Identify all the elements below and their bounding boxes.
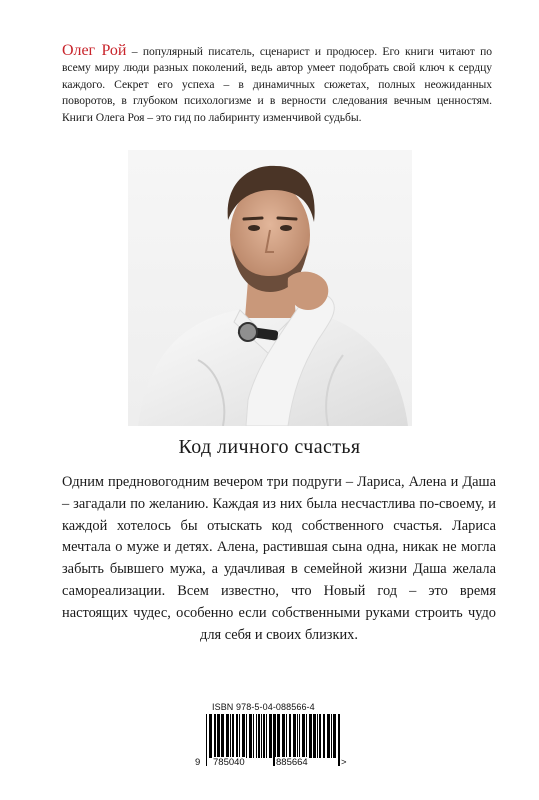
barcode-bar bbox=[317, 714, 318, 758]
barcode-bar bbox=[309, 714, 312, 758]
barcode-left-group: 785040 bbox=[213, 757, 245, 768]
barcode-bar bbox=[333, 714, 336, 758]
book-title: Код личного счастья bbox=[178, 436, 361, 458]
barcode-bar bbox=[269, 714, 272, 758]
barcode-bar bbox=[230, 714, 231, 758]
barcode-bar bbox=[331, 714, 332, 758]
author-name: Олег Рой bbox=[62, 42, 127, 59]
barcode-bar bbox=[261, 714, 262, 758]
barcode-bar bbox=[277, 714, 280, 758]
author-bio bbox=[62, 43, 492, 126]
barcode-bar bbox=[299, 714, 300, 758]
barcode-bar bbox=[239, 714, 240, 758]
barcode-bar bbox=[214, 714, 216, 758]
author-photo bbox=[128, 150, 412, 426]
barcode-bar bbox=[286, 714, 287, 758]
barcode-bar bbox=[282, 714, 285, 758]
barcode-bar bbox=[221, 714, 224, 758]
barcode-end-mark: > bbox=[341, 757, 347, 768]
barcode-bar bbox=[313, 714, 316, 758]
isbn-label: ISBN 978-5-04-088566-4 bbox=[212, 702, 315, 712]
barcode-bar bbox=[302, 714, 305, 758]
barcode-bar bbox=[246, 714, 247, 758]
barcode-bar bbox=[226, 714, 229, 758]
barcode-digits bbox=[195, 757, 348, 771]
barcode-right-group: 885664 bbox=[276, 757, 308, 768]
author-bio-text: – популярный писатель, сценарист и продюсер. Его книги читают по всему миру люди разных поколений, ведь автор умеет подобрать свой ключ к сердцу каждого. Секрет его успеха – в динамичных сюжетах, полных неожиданных поворотов, в глубоком психологизме и в верности следования вечным ценностям. Книги Олега Роя – это гид по лабиринту изменчивой судьбы. bbox=[62, 45, 492, 124]
barcode-bar bbox=[266, 714, 267, 758]
barcode-bar bbox=[256, 714, 257, 758]
barcode-bar bbox=[217, 714, 220, 758]
barcode-bar bbox=[258, 714, 260, 758]
barcode-bar bbox=[253, 714, 254, 758]
barcode-bar bbox=[236, 714, 238, 758]
barcode-first-digit: 9 bbox=[195, 757, 201, 768]
barcode-bar bbox=[297, 714, 298, 758]
barcode-bar bbox=[249, 714, 252, 758]
barcode-bar bbox=[263, 714, 265, 758]
book-synopsis: Одним предновогодним вечером три подруги – Лариса, Алена и Даша – загадали по желанию. Каждая из них была несчастлива по-своему, и каждой хотелось бы отыскать код собственного счастья. Лариса мечтала о муже и детях. Алена, растившая сына одна, никак не могла забыть бывшего мужа, а удачливая в семейной жизни Даша желала самореализации. Всем известно, что Новый год – это время настоящих чудес, особенно если собственными руками строить чудо для себя и своих близких. bbox=[62, 474, 496, 643]
barcode-bar bbox=[242, 714, 245, 758]
barcode-bar bbox=[327, 714, 330, 758]
barcode-bar bbox=[293, 714, 296, 758]
barcode-bar bbox=[306, 714, 307, 758]
barcode-bar bbox=[289, 714, 291, 758]
barcode-bar bbox=[209, 714, 212, 758]
barcode-bar bbox=[323, 714, 325, 758]
barcode-bar bbox=[232, 714, 234, 758]
barcode-bar bbox=[319, 714, 321, 758]
